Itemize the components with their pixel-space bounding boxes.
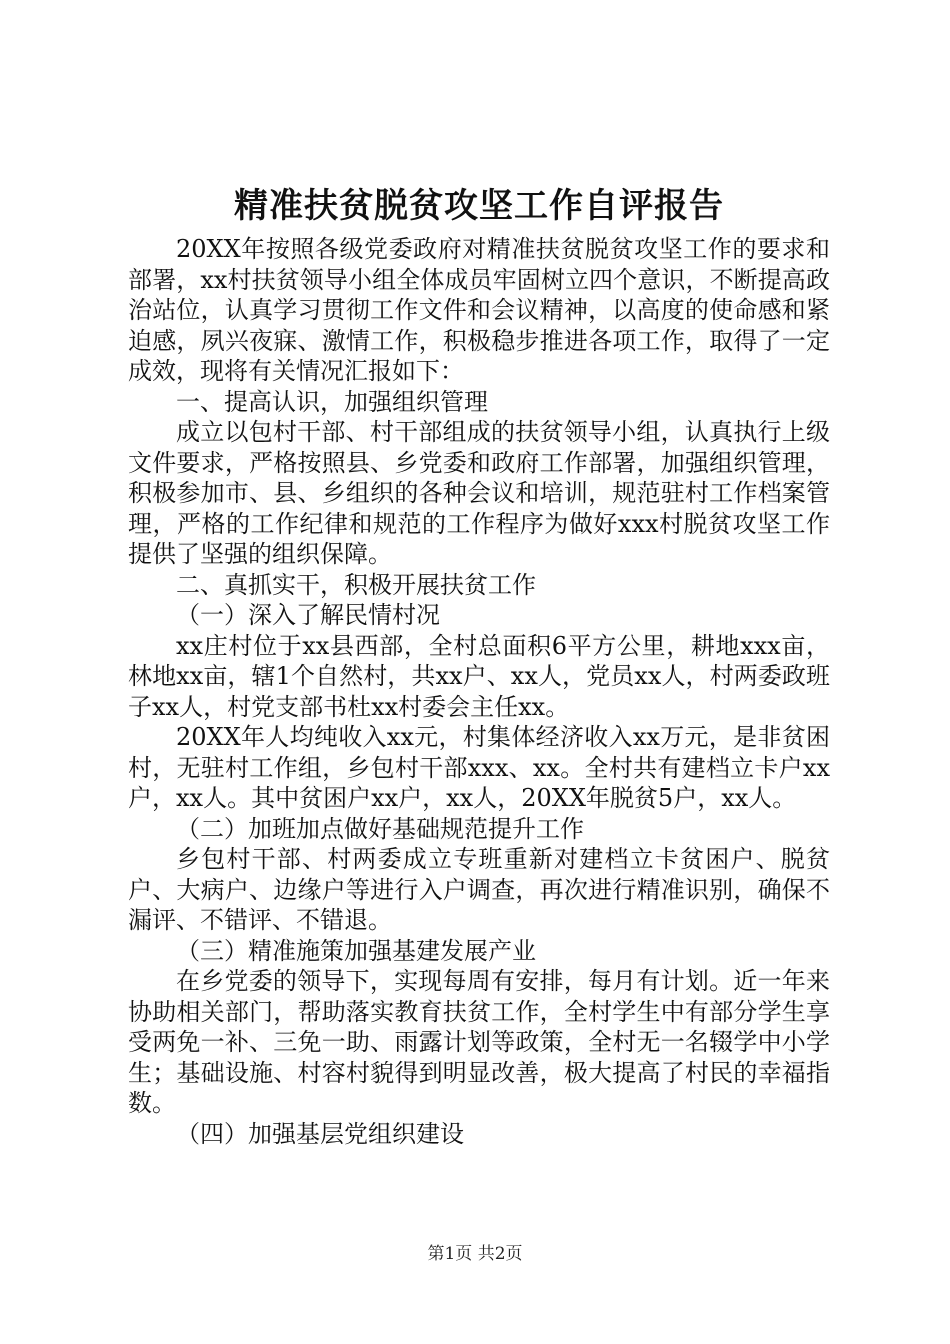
paragraph-survey: 乡包村干部、村两委成立专班重新对建档立卡贫困户、脱贫户、大病户、边缘户等进行入户调查，再次进行精准识别，确保不漏评、不错评、不错退。: [128, 845, 830, 934]
document-title: 精准扶贫脱贫攻坚工作自评报告: [234, 186, 724, 226]
paragraph-village-overview: xx庄村位于xx县西部，全村总面积6平方公里，耕地xxx亩，林地xx亩，辖1个自然村，共xx户、xx人，党员xx人，村两委政班子xx人，村党支部书杜xx村委会主任xx。: [128, 631, 830, 721]
paragraph-policy: 在乡党委的领导下，实现每周有安排，每月有计划。近一年来协助相关部门，帮助落实教育扶贫工作，全村学生中有部分学生享受两免一补、三免一助、雨露计划等政策，全村无一名辍学中小学生；基础设施、村容村貌得到明显改善，极大提高了村民的幸福指数。: [128, 967, 830, 1117]
section-heading-2: 二、真抓实干，积极开展扶贫工作: [176, 570, 536, 599]
subsection-heading-3: （三）精准施策加强基建发展产业: [176, 936, 536, 965]
subsection-heading-2: （二）加班加点做好基础规范提升工作: [176, 814, 584, 843]
paragraph-organization: 成立以包村干部、村干部组成的扶贫领导小组，认真执行上级文件要求，严格按照县、乡党委和政府工作部署，加强组织管理，积极参加市、县、乡组织的各种会议和培训，规范驻村工作档案管理，严格的工作纪律和规范的工作程序为做好xxx村脱贫攻坚工作提供了坚强的组织保障。: [128, 418, 830, 568]
document-page: [128, 182, 830, 1149]
page-footer: 第1页 共2页: [427, 1244, 523, 1264]
section-heading-1: 一、提高认识，加强组织管理: [176, 387, 488, 416]
paragraph-income: 20XX年人均纯收入xx元，村集体经济收入xx万元，是非贫困村，无驻村工作组，乡包村干部xxx、xx。全村共有建档立卡户xx户，xx人。其中贫困户xx户，xx人，20XX年脱贫5户，xx人。: [128, 723, 830, 812]
subsection-heading-1: （一）深入了解民情村况: [176, 601, 440, 629]
subsection-heading-4: （四）加强基层党组织建设: [176, 1119, 464, 1148]
document-body: [128, 234, 830, 1149]
paragraph-intro: 20XX年按照各级党委政府对精准扶贫脱贫攻坚工作的要求和部署，xx村扶贫领导小组全体成员牢固树立四个意识，不断提高政治站位，认真学习贯彻工作文件和会议精神，以高度的使命感和紧迫感，夙兴夜寐、激情工作，积极稳步推进各项工作，取得了一定成效，现将有关情况汇报如下：: [128, 235, 830, 385]
